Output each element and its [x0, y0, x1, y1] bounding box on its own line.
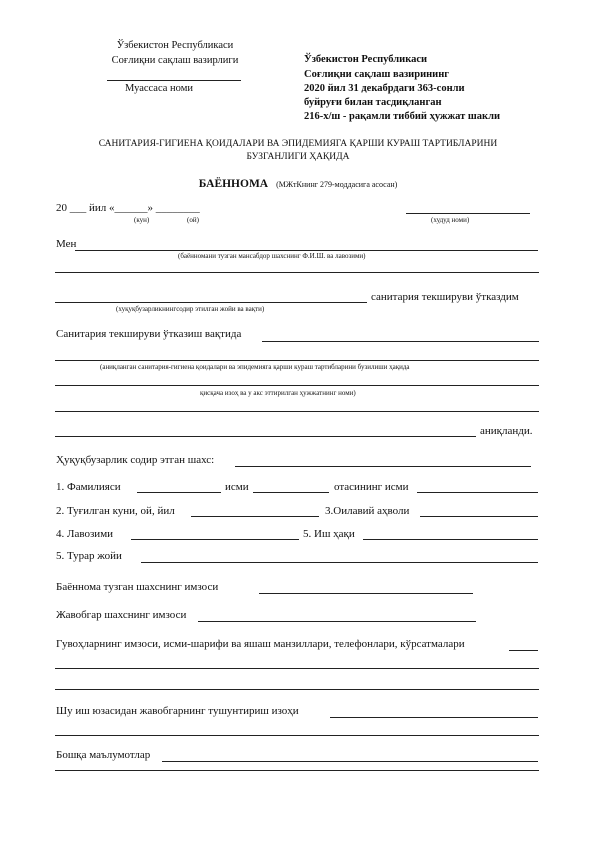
name-label: исми	[225, 481, 249, 493]
position-label: 4. Лавозими	[56, 528, 114, 540]
explanation-line-0[interactable]	[330, 717, 538, 718]
institution-label: Муассаса номи	[125, 83, 193, 94]
place-hint: (хуқуқбузарликнингсодир этилган жойи ва вақти)	[116, 305, 265, 313]
other-info-line-0[interactable]	[162, 761, 538, 762]
violation-line-4[interactable]	[55, 436, 476, 437]
doc-name: БАЁННОМА	[198, 178, 269, 190]
sanitary-check-suffix: санитария текшируви ўтказдим	[371, 291, 519, 303]
month-hint: (ой)	[187, 216, 199, 224]
check-time-label: Санитария текшируви ўтказиш вақтида	[56, 328, 242, 340]
day-hint: (кун)	[134, 216, 150, 224]
check-time-line[interactable]	[262, 341, 539, 342]
form-code: 216-х/ш - рақамли тиббий ҳужжат шакли	[304, 111, 501, 122]
patronymic-label: отасининг исми	[334, 481, 409, 493]
salary-line[interactable]	[363, 539, 538, 540]
explanation-line-1[interactable]	[55, 735, 539, 736]
place-time-line[interactable]	[55, 302, 367, 303]
explanation-label: Шу иш юзасидан жавобгарнинг тушунтириш изоҳи	[56, 705, 299, 717]
patronymic-line[interactable]	[417, 492, 538, 493]
violation-line-2[interactable]	[55, 385, 539, 386]
violation-line-1[interactable]	[55, 360, 539, 361]
official-line-2[interactable]	[55, 272, 539, 273]
salary-label: 5. Иш ҳақи	[303, 528, 355, 540]
ministry-country: Ўзбекистон Республикаси	[116, 40, 234, 51]
address-label: 5. Турар жойи	[56, 550, 122, 562]
surname-label: 1. Фамилияси	[56, 481, 121, 493]
witnesses-line-0[interactable]	[509, 650, 538, 651]
birth-label: 2. Туғилган куни, ой, йил	[56, 505, 175, 517]
doc-basis: (МЖтКнинг 279-моддасига асосан)	[276, 180, 398, 189]
order-country: Ўзбекистон Республикаси	[304, 54, 428, 65]
ministry-name: Соғлиқни сақлаш вазирлиги	[111, 55, 239, 66]
date-field[interactable]: 20 ___ йил «______» ________	[56, 202, 200, 214]
position-line[interactable]	[131, 539, 299, 540]
surname-line[interactable]	[137, 492, 221, 493]
order-approved: буйруғи билан тасдиқланган	[304, 97, 442, 108]
sign-responsible-line[interactable]	[198, 621, 476, 622]
men-label: Мен	[56, 238, 77, 250]
found-suffix: аниқланди.	[480, 425, 533, 437]
doc-title-line1: САНИТАРИЯ-ГИГИЕНА ҚОИДАЛАРИ ВА ЭПИДЕМИЯГА ҚАРШИ КУРАШ ТАРТИБЛАРИНИ	[98, 139, 498, 149]
other-info-line-1[interactable]	[55, 770, 539, 771]
region-line[interactable]	[406, 213, 530, 214]
witnesses-line-1[interactable]	[55, 668, 539, 669]
witnesses-label: Гувоҳларнинг имзоси, исми-шарифи ва яшаш манзиллари, телефонлари, кўрсатмалари	[56, 638, 465, 650]
offender-label: Ҳуқуқбузарлик содир этган шахс:	[56, 454, 215, 466]
family-label: 3.Оилавий аҳволи	[325, 505, 410, 517]
sign-responsible-label: Жавобгар шахснинг имзоси	[56, 609, 187, 621]
official-hint: (баённомани тузган мансабдор шахснинг Ф.И.Ш. ва лавозими)	[178, 252, 366, 260]
offender-line[interactable]	[235, 466, 531, 467]
birth-line[interactable]	[191, 516, 319, 517]
institution-name-line	[107, 80, 241, 81]
violation-line-3[interactable]	[55, 411, 539, 412]
address-line[interactable]	[141, 562, 538, 563]
region-hint: (худуд номи)	[431, 216, 470, 224]
order-date-number: 2020 йил 31 декабрдаги 363-сонли	[304, 83, 465, 94]
order-ministry: Соғлиқни сақлаш вазирининг	[304, 69, 450, 80]
other-info-label: Бошқа маълумотлар	[56, 749, 151, 761]
witnesses-line-2[interactable]	[55, 689, 539, 690]
sign-offender-line[interactable]	[259, 593, 473, 594]
official-name-line[interactable]	[75, 250, 538, 251]
name-line[interactable]	[253, 492, 329, 493]
doc-title-line2: БУЗГАНЛИГИ ҲАҚИДА	[246, 152, 350, 162]
sign-offender-label: Баённома тузган шахснинг имзоси	[56, 581, 219, 593]
violation-hint-2: қисқача изоҳ ва у акс эттирилган ҳужжатнинг номи)	[200, 389, 356, 397]
family-line[interactable]	[420, 516, 538, 517]
violation-hint-1: (аниқланган санитария-гигиена қоидалари ва эпидемияга қарши кураш тартибларини бузилиши ҳақида	[100, 363, 410, 371]
